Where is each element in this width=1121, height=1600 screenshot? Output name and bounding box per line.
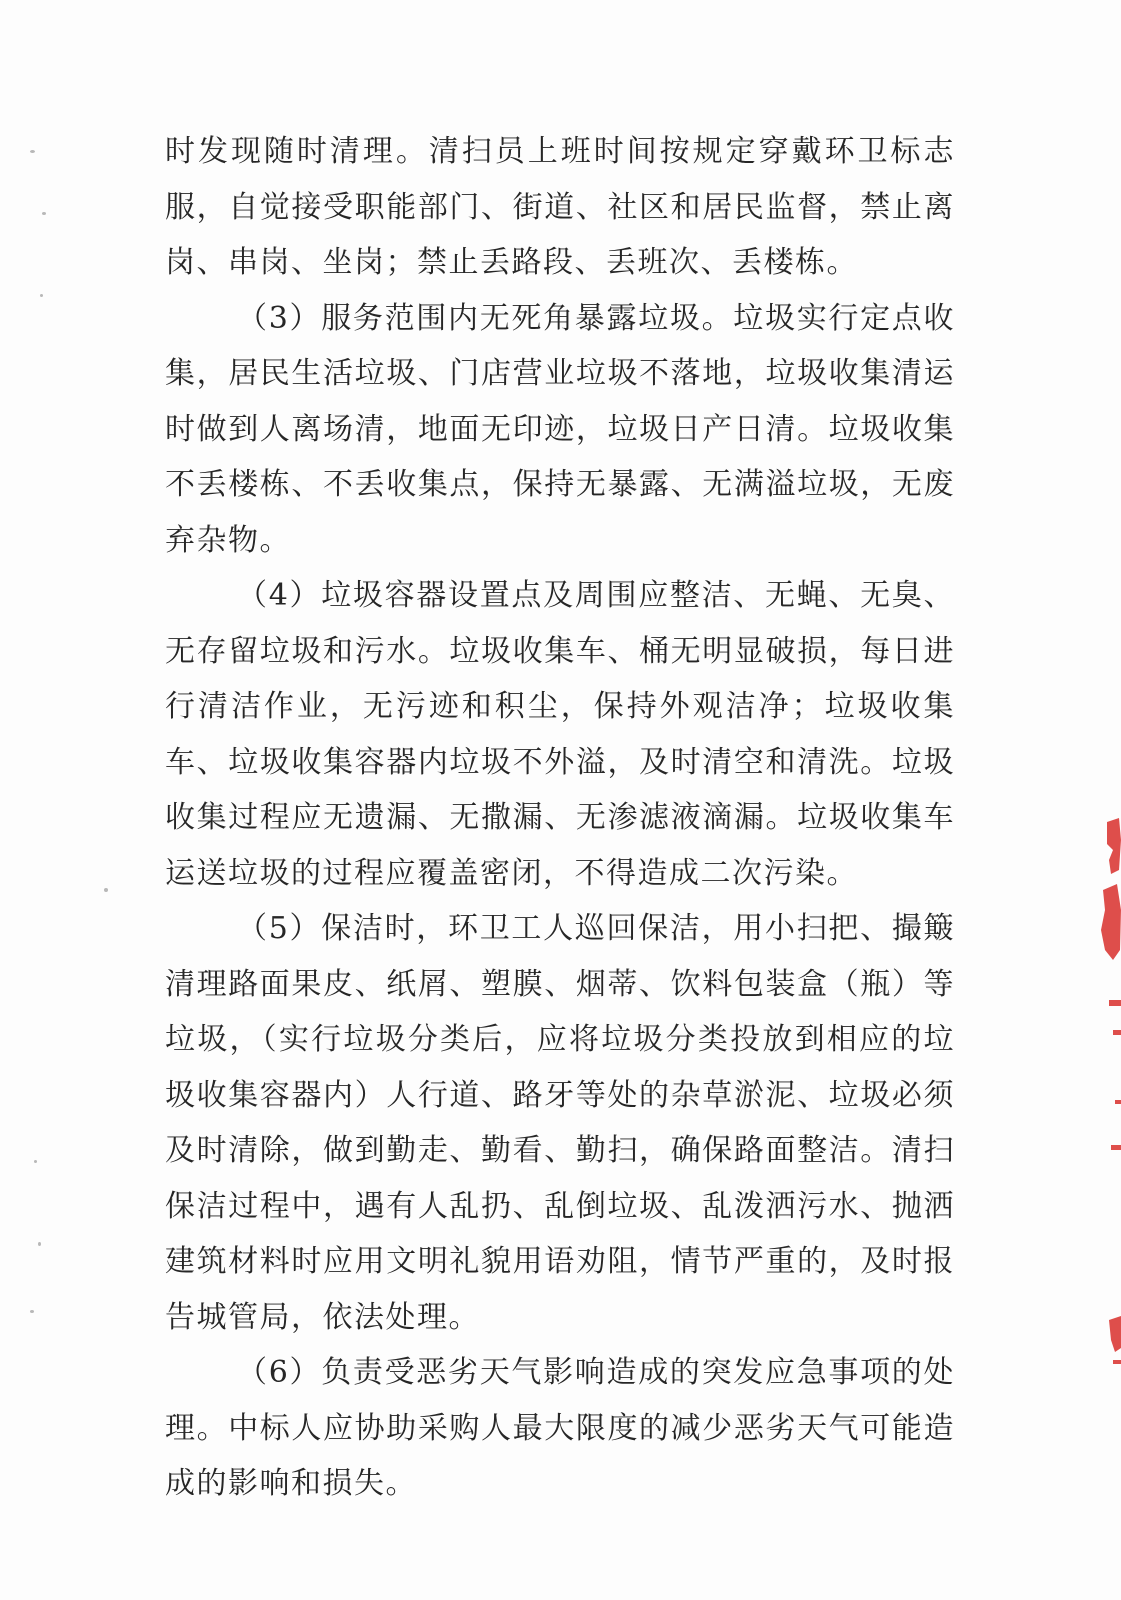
scan-speck — [30, 1310, 34, 1313]
paragraph-item-3: （3）服务范围内无死角暴露垃圾。垃圾实行定点收集，居民生活垃圾、门店营业垃圾不落地，垃圾收集清运时做到人离场清，地面无印迹，垃圾日产日清。垃圾收集不丢楼栋、不丢收集点，保持无暴露、无满溢垃圾，无废弃杂物。 — [165, 300, 955, 558]
document-body — [165, 124, 955, 1512]
red-seal-stamp-edge — [1093, 800, 1121, 1400]
scan-speck — [42, 212, 46, 215]
scan-speck — [104, 888, 108, 892]
scan-speck — [38, 1242, 41, 1246]
scan-speck — [30, 150, 35, 153]
paragraph-item-4: （4）垃圾容器设置点及周围应整洁、无蝇、无臭、无存留垃圾和污水。垃圾收集车、桶无明显破损，每日进行清洁作业，无污迹和积尘，保持外观洁净；垃圾收集车、垃圾收集容器内垃圾不外溢，及时清空和清洗。垃圾收集过程应无遗漏、无撒漏、无渗滤液滴漏。垃圾收集车运送垃圾的过程应覆盖密闭，不得造成二次污染。 — [165, 578, 955, 891]
paragraph-item-5: （5）保洁时，环卫工人巡回保洁，用小扫把、撮簸清理路面果皮、纸屑、塑膜、烟蒂、饮料包装盒（瓶）等垃圾，（实行垃圾分类后，应将垃圾分类投放到相应的垃圾收集容器内）人行道、路牙等处的杂草淤泥、垃圾必须及时清除，做到勤走、勤看、勤扫，确保路面整洁。清扫保洁过程中，遇有人乱扔、乱倒垃圾、乱泼洒污水、抛洒建筑材料时应用文明礼貌用语劝阻，情节严重的，及时报告城管局，依法处理。 — [165, 911, 955, 1335]
paragraph-continued: 时发现随时清理。清扫员上班时间按规定穿戴环卫标志服，自觉接受职能部门、街道、社区和居民监督，禁止离岗、串岗、坐岗；禁止丢路段、丢班次、丢楼栋。 — [165, 134, 955, 280]
paragraph-item-6: （6）负责受恶劣天气影响造成的突发应急事项的处理。中标人应协助采购人最大限度的减少恶劣天气可能造成的影响和损失。 — [165, 1355, 955, 1501]
scan-speck — [34, 1160, 37, 1163]
scan-speck — [40, 294, 43, 297]
